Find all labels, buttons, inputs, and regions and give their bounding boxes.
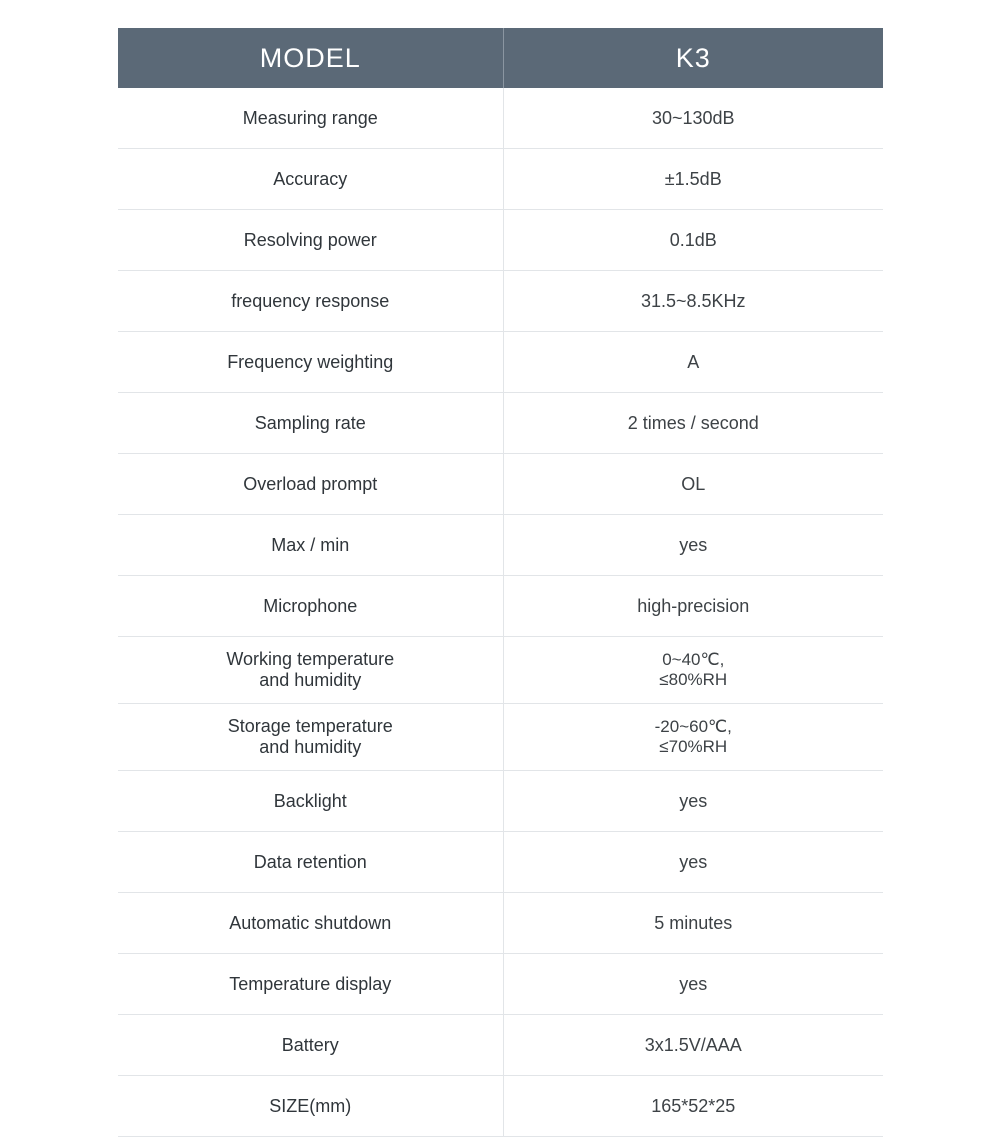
table-row bbox=[118, 1015, 883, 1076]
table-body bbox=[118, 88, 883, 1137]
header-row bbox=[118, 28, 883, 88]
spec-label-cell: Microphone bbox=[118, 576, 503, 637]
spec-label-cell: Battery bbox=[118, 1015, 503, 1076]
table-row bbox=[118, 393, 883, 454]
spec-label-line: Working temperature bbox=[226, 649, 395, 670]
spec-label-cell: Measuring range bbox=[118, 88, 503, 149]
spec-label-cell: Max / min bbox=[118, 515, 503, 576]
table-row bbox=[118, 637, 883, 704]
spec-value-cell: yes bbox=[503, 771, 883, 832]
spec-value-cell: 165*52*25 bbox=[503, 1076, 883, 1137]
spec-value-line: -20~60℃, bbox=[654, 717, 732, 737]
spec-label-line: and humidity bbox=[259, 737, 362, 757]
table-row bbox=[118, 771, 883, 832]
spec-value-cell: high-precision bbox=[503, 576, 883, 637]
spec-value-cell bbox=[503, 637, 883, 704]
spec-value-cell: 2 times / second bbox=[503, 393, 883, 454]
spec-value-cell: yes bbox=[503, 832, 883, 893]
spec-value-cell: OL bbox=[503, 454, 883, 515]
spec-value-cell: 0.1dB bbox=[503, 210, 883, 271]
spec-value-line: ≤70%RH bbox=[659, 737, 728, 756]
specification-table bbox=[118, 28, 883, 1137]
table-row bbox=[118, 893, 883, 954]
table-row bbox=[118, 88, 883, 149]
table-row bbox=[118, 954, 883, 1015]
table-row bbox=[118, 149, 883, 210]
spec-label-cell: Accuracy bbox=[118, 149, 503, 210]
spec-label-cell: Backlight bbox=[118, 771, 503, 832]
table-row bbox=[118, 1076, 883, 1137]
table-row bbox=[118, 454, 883, 515]
spec-label-cell: Temperature display bbox=[118, 954, 503, 1015]
header-cell-model: MODEL bbox=[118, 28, 503, 88]
spec-label-cell: frequency response bbox=[118, 271, 503, 332]
spec-value-cell: yes bbox=[503, 954, 883, 1015]
table-header bbox=[118, 28, 883, 88]
table-row bbox=[118, 704, 883, 771]
spec-value-cell: 30~130dB bbox=[503, 88, 883, 149]
spec-label-line: Storage temperature bbox=[227, 716, 393, 737]
table-row bbox=[118, 210, 883, 271]
spec-label-cell: Overload prompt bbox=[118, 454, 503, 515]
table-row bbox=[118, 271, 883, 332]
table-row bbox=[118, 832, 883, 893]
spec-value-cell: A bbox=[503, 332, 883, 393]
spec-value-line: ≤80%RH bbox=[659, 670, 728, 689]
header-cell-k3: K3 bbox=[503, 28, 883, 88]
spec-value-line: 0~40℃, bbox=[662, 650, 725, 670]
spec-value-cell: 31.5~8.5KHz bbox=[503, 271, 883, 332]
spec-label-cell: Resolving power bbox=[118, 210, 503, 271]
spec-label-cell: Automatic shutdown bbox=[118, 893, 503, 954]
spec-label-cell: Data retention bbox=[118, 832, 503, 893]
table-row bbox=[118, 332, 883, 393]
table-row bbox=[118, 515, 883, 576]
spec-value-cell: yes bbox=[503, 515, 883, 576]
spec-value-cell: 3x1.5V/AAA bbox=[503, 1015, 883, 1076]
spec-label-line: and humidity bbox=[259, 670, 362, 690]
spec-label-cell: SIZE(mm) bbox=[118, 1076, 503, 1137]
spec-label-cell: Frequency weighting bbox=[118, 332, 503, 393]
spec-label-cell: Sampling rate bbox=[118, 393, 503, 454]
spec-value-cell: 5 minutes bbox=[503, 893, 883, 954]
spec-value-cell: ±1.5dB bbox=[503, 149, 883, 210]
spec-label-cell bbox=[118, 637, 503, 704]
table-row bbox=[118, 576, 883, 637]
spec-label-cell bbox=[118, 704, 503, 771]
spec-value-cell bbox=[503, 704, 883, 771]
